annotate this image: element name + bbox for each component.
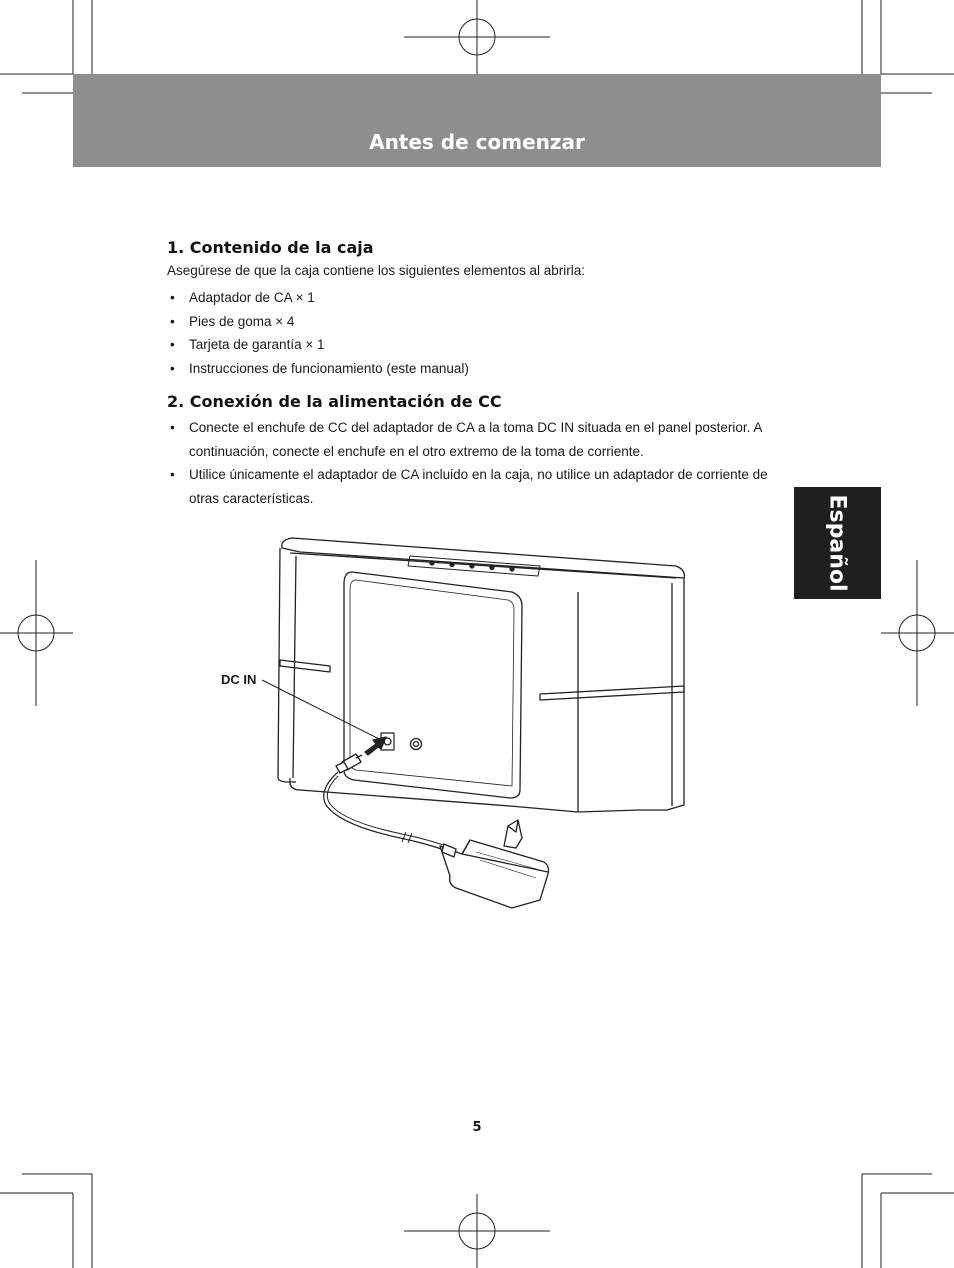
list-item: • Conecte el enchufe de CC del adaptador de CA a la toma DC IN situada en el panel posterior. A continuación, conecte el enchufe en el otro extremo de la toma de corriente. bbox=[167, 416, 777, 463]
section-box-contents bbox=[167, 236, 777, 380]
instructions-list bbox=[167, 416, 777, 510]
header-banner bbox=[73, 74, 881, 167]
language-tab bbox=[794, 487, 881, 599]
list-item: • Adaptador de CA × 1 bbox=[167, 286, 777, 310]
main-content bbox=[167, 236, 777, 510]
contents-list bbox=[167, 286, 777, 380]
list-item: • Tarjeta de garantía × 1 bbox=[167, 333, 777, 357]
section-title: 2. Conexión de la alimentación de CC bbox=[167, 392, 502, 411]
section-intro: Asegúrese de que la caja contiene los siguientes elementos al abrirla: bbox=[167, 263, 586, 278]
language-tab-label: Español bbox=[824, 494, 850, 592]
dc-in-label: DC IN bbox=[221, 672, 257, 687]
speaker-rear-illustration bbox=[200, 520, 700, 920]
page-number: 5 bbox=[472, 1120, 482, 1135]
list-item: • Instrucciones de funcionamiento (este manual) bbox=[167, 357, 777, 381]
list-item: • Utilice únicamente el adaptador de CA incluido en la caja, no utilice un adaptador de corriente de otras características. bbox=[167, 463, 777, 510]
list-item: • Pies de goma × 4 bbox=[167, 310, 777, 334]
section-title: 1. Contenido de la caja bbox=[167, 238, 374, 257]
page-title: Antes de comenzar bbox=[369, 130, 585, 154]
section-dc-power bbox=[167, 390, 777, 510]
